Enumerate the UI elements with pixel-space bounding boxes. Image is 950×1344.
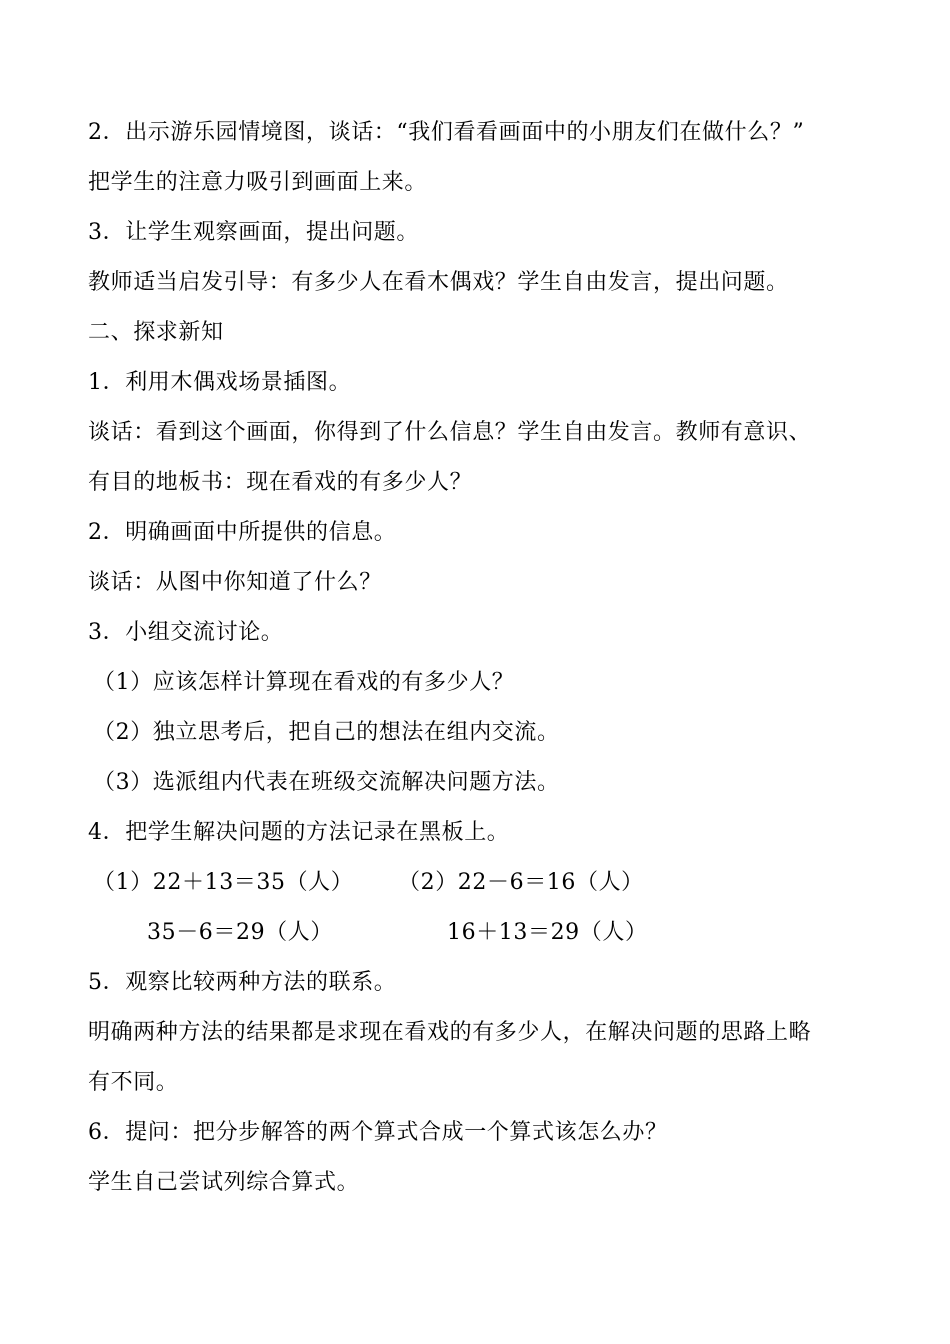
text-line: 1．利用木偶戏场景插图。 (88, 370, 352, 395)
text-line: 3．让学生观察画面，提出问题。 (88, 220, 419, 245)
section-heading: 二、探求新知 (88, 320, 224, 345)
text-line: 把学生的注意力吸引到画面上来。 (88, 170, 428, 195)
text-line: 4．把学生解决问题的方法记录在黑板上。 (88, 820, 510, 845)
text-line: 谈话：看到这个画面，你得到了什么信息？学生自由发言。教师有意识、 (88, 420, 812, 445)
text-line: 2．出示游乐园情境图，谈话：“我们看看画面中的小朋友们在做什么？” (88, 120, 805, 145)
text-line: 5．观察比较两种方法的联系。 (88, 970, 397, 995)
text-line: 2．明确画面中所提供的信息。 (88, 520, 397, 545)
list-item: （2）独立思考后，把自己的想法在组内交流。 (93, 720, 560, 745)
list-item: （3）选派组内代表在班级交流解决问题方法。 (93, 770, 560, 795)
text-line: 学生自己尝试列综合算式。 (88, 1170, 360, 1195)
text-line: 有不同。 (88, 1070, 179, 1095)
text-line: 教师适当启发引导：有多少人在看木偶戏？学生自由发言，提出问题。 (88, 270, 789, 295)
calc-method1-step2: 35－6＝29（人） (147, 920, 333, 945)
text-line: 谈话：从图中你知道了什么？ (88, 570, 382, 595)
text-line: 3．小组交流讨论。 (88, 620, 284, 645)
calc-method2-step1: （2）22－6＝16（人） (398, 870, 644, 895)
calc-method2-step2: 16＋13＝29（人） (447, 920, 648, 945)
text-line: 有目的地板书：现在看戏的有多少人？ (88, 470, 473, 495)
calc-method1-step1: （1）22＋13＝35（人） (93, 870, 354, 895)
text-line: 6．提问：把分步解答的两个算式合成一个算式该怎么办？ (88, 1120, 668, 1145)
text-line: 明确两种方法的结果都是求现在看戏的有多少人，在解决问题的思路上略 (88, 1020, 812, 1045)
list-item: （1）应该怎样计算现在看戏的有多少人？ (93, 670, 515, 695)
